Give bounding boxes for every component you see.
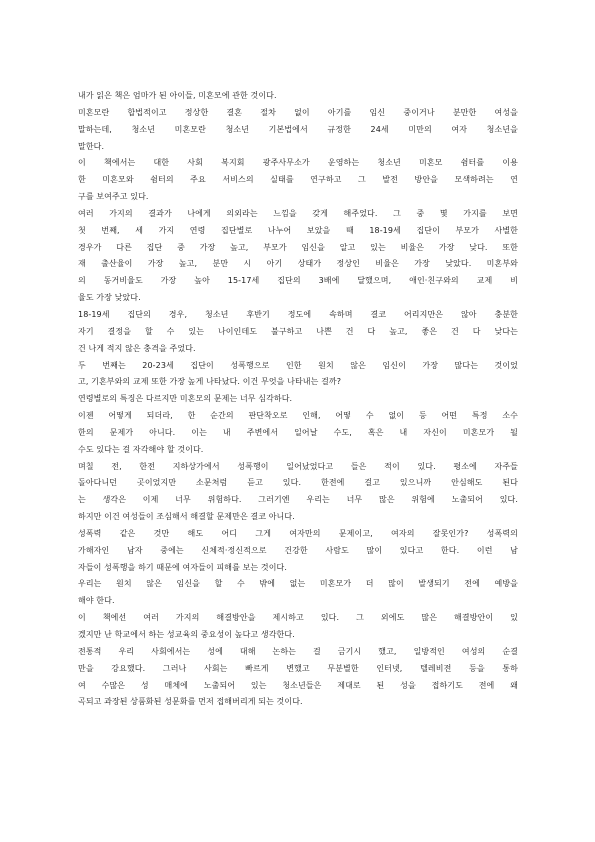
text-line: 경우가 다른 집단 중 가장 높고, 부모가 임신을 알고 있는 비율은 가장 낮다. 또한 bbox=[78, 242, 518, 252]
text-line: 고, 기혼부와의 교제 또한 가장 높게 나타났다. 이건 무엇을 나타내는 걸까? bbox=[78, 377, 342, 387]
text-line: 겠지만 난 학교에서 하는 성교육의 중요성이 높다고 생각한다. bbox=[78, 630, 295, 639]
text-line: 이 책에서는 대한 사회 복지회 광주사무소가 운영하는 청소년 미혼모 쉼터를 이용 bbox=[78, 158, 518, 168]
text-line: 18-19세 집단의 경우, 청소년 후반기 정도에 속하며 결코 어리지만은 않아 충분한 bbox=[78, 309, 518, 319]
text-line: 전통적 우리 사회에서는 성에 대해 논하는 걸 금기시 했고, 일방적인 여성의 순결 bbox=[78, 646, 518, 656]
text-line: 자기 결정을 할 수 있는 나이인데도 불구하고 나쁜 건 다 높고, 좋은 건 다 낮다는 bbox=[78, 326, 518, 336]
text-line: 내가 읽은 책은 엄마가 된 아이들, 미혼모에 관한 것이다. bbox=[78, 91, 277, 100]
text-line: 수도 있다는 걸 자각해야 할 것이다. bbox=[78, 444, 204, 454]
text-line: 자들이 성폭행을 하기 때문에 여자들이 피해를 보는 것이다. bbox=[78, 562, 288, 572]
text-line: 구를 보여주고 있다. bbox=[78, 192, 149, 202]
text-line: 여러 가지의 결과가 나에게 의외라는 느낌을 갖게 해주었다. 그 중 몇 가지를 보면 bbox=[78, 208, 518, 218]
text-line: 여 수많은 성 매체에 노출되어 있는 청소년들은 제대로 된 성을 접하기도 전에 왜 bbox=[78, 680, 518, 690]
text-line: 만을 강요했다. 그러나 사회는 빠르게 변했고 무분별한 인터넷, 텔레비전 등을 통하 bbox=[78, 663, 518, 673]
text-line: 두 번째는 20-23세 집단이 성폭행으로 인한 원치 않은 임신이 가장 많다는 것이었 bbox=[78, 360, 518, 370]
text-line: 첫 번째, 세 가지 연령 집단별로 나누어 보았을 때 18-19세 집단이 부모가 사별한 bbox=[78, 225, 518, 235]
text-line: 곡되고 과장된 상품화된 성문화를 먼저 접해버리게 되는 것이다. bbox=[78, 697, 303, 707]
essay-body bbox=[78, 88, 518, 711]
text-line: 말하는데, 청소년 미혼모란 청소년 기본법에서 규정한 24세 미만의 여자 청소년을 bbox=[78, 124, 518, 134]
text-line: 한의 문제가 아니다. 이는 내 주변에서 일어날 수도, 혹은 내 자신이 미혼모가 될 bbox=[78, 427, 518, 437]
text-line: 돌아다니던 곳이었지만 소문처럼 듣고 있다. 한전에 걸고 있으니까 안심해도 된다 bbox=[78, 478, 518, 488]
text-line: 의 동거비율도 가장 높아 15-17세 집단의 3배에 달했으며, 애인·친구와의 교제 비 bbox=[78, 276, 518, 286]
text-line: 하지만 이건 여성들이 조심해서 해결할 문제만은 결코 아니다. bbox=[78, 512, 295, 522]
text-line: 가해자인 남자 중에는 신체적·정신적으로 건강한 사람도 많이 있다고 한다. 이런 남 bbox=[78, 545, 518, 555]
text-line: 건 나게 적지 않은 충격을 주었다. bbox=[78, 343, 196, 353]
text-line: 는 생각은 이제 너무 위험하다. 그러기엔 우리는 너무 많은 위험에 노출되어 있다. bbox=[78, 495, 518, 505]
text-line: 해야 한다. bbox=[78, 596, 115, 606]
text-line: 미혼모란 합법적이고 정상한 결혼 절차 없이 아기를 임신 중이거나 분만한 여성을 bbox=[78, 107, 518, 117]
text-line: 성폭력 같은 것만 해도 어디 그게 여자만의 문제이고, 여자의 잘못인가? 성폭력의 bbox=[78, 528, 518, 538]
text-line: 말한다. bbox=[78, 141, 105, 151]
text-line: 연령별로의 특징은 다르지만 미혼모의 문제는 너무 심각하다. bbox=[78, 394, 293, 404]
text-line: 이젠 어떻게 되더라, 한 순간의 판단착오로 인해, 어떻 수 없이 등 어떤 특정 소수 bbox=[78, 411, 518, 421]
text-line: 우리는 원치 않은 임신을 할 수 밖에 없는 미혼모가 더 많이 발생되기 전에 예방을 bbox=[78, 579, 518, 589]
text-line: 율도 가장 낮았다. bbox=[78, 293, 141, 303]
text-line: 이 책에선 여러 가지의 해결방안을 제시하고 있다. 그 외에도 많은 해결방안이 있 bbox=[78, 613, 518, 623]
text-line: 한 미혼모와 쉼터의 주요 서비스의 실태를 연구하고 그 발전 방안을 모색하려는 연 bbox=[78, 175, 518, 185]
text-line: 며칠 전, 한전 지하상가에서 성폭행이 일어났었다고 들은 적이 있다. 평소에 자주들 bbox=[78, 461, 518, 471]
text-line: 재 출산율이 가장 높고, 분만 시 아기 상태가 정상인 비율은 가장 낮았다. 미혼부와 bbox=[78, 259, 518, 269]
